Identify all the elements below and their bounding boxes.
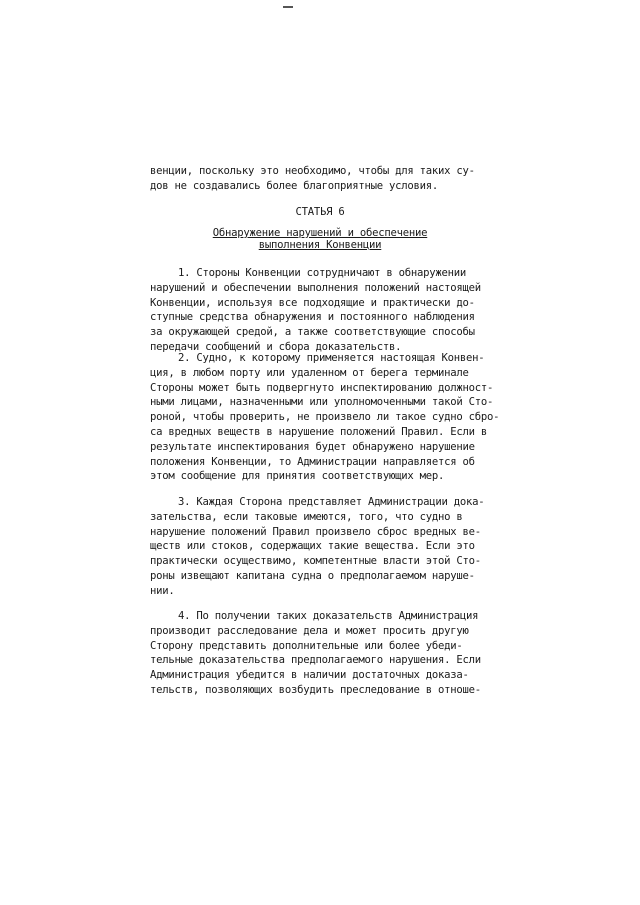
text-line: дов не создавались более благоприятные условия.	[150, 179, 439, 192]
text-line: нарушение положений Правил произвело сброс вредных ве-	[150, 525, 481, 538]
subtitle-line: Обнаружение нарушений и обеспечение	[212, 227, 428, 239]
text-line: Сторону представить дополнительные или более убеди-	[150, 639, 463, 652]
text-line: за окружающей средой, а также соответствующие способы	[150, 326, 475, 339]
text-line: тельств, позволяющих возбудить преследование в отноше-	[150, 683, 481, 696]
text-line: зательства, если таковые имеются, того, что судно в	[150, 510, 463, 523]
text-line: роны извещают капитана судна о предполагаемом наруше-	[150, 569, 475, 582]
text-line: 4. По получении таких доказательств Администрация	[178, 610, 479, 622]
text-line: 1. Стороны Конвенции сотрудничают в обнаружении	[178, 267, 467, 279]
text-line: Конвенции, используя все подходящие и практически до-	[150, 296, 475, 309]
text-line: результате инспектирования будет обнаружено нарушение	[150, 440, 475, 453]
paragraph-4	[150, 609, 490, 698]
text-line: 3. Каждая Сторона представляет Администрации дока-	[178, 496, 485, 508]
paragraph-2	[150, 351, 500, 484]
text-line: Администрация убедится в наличии достаточных доказа-	[150, 669, 469, 682]
text-line: ступные средства обнаружения и постоянного наблюдения	[150, 311, 475, 324]
article-title: СТАТЬЯ 6	[295, 206, 345, 218]
top-dash-mark	[283, 6, 293, 8]
subtitle-line: выполнения Конвенции	[258, 238, 382, 251]
article-subtitle	[150, 228, 490, 251]
text-line: практически осуществимо, компетентные власти этой Сто-	[150, 555, 481, 568]
text-line: роной, чтобы проверить, не произвело ли такое судно сбро-	[150, 411, 500, 424]
text-line: венции, поскольку это необходимо, чтобы для таких су-	[150, 165, 475, 177]
text-line: производит расследование дела и может просить другую	[150, 624, 469, 637]
text-line: этом сообщение для принятия соответствующих мер.	[150, 470, 445, 483]
text-line: нии.	[150, 584, 175, 597]
text-line: ными лицами, назначенными или уполномоченными такой Сто-	[150, 396, 494, 409]
text-line: положения Конвенции, то Администрации направляется об	[150, 455, 475, 468]
text-line: са вредных веществ в нарушение положений Правил. Если в	[150, 425, 488, 438]
paragraph-1	[150, 266, 490, 355]
text-line: Стороны может быть подвергнуто инспектированию должност-	[150, 381, 494, 394]
text-line: нарушений и обеспечении выполнения положений настоящей	[150, 281, 481, 294]
text-line: ществ или стоков, содержащих такие вещества. Если это	[150, 540, 475, 553]
intro-text	[150, 164, 490, 194]
text-line: тельные доказательства предполагаемого нарушения. Если	[150, 654, 481, 667]
text-line: ция, в любом порту или удаленном от берега терминале	[150, 366, 469, 379]
text-line: 2. Судно, к которому применяется настоящая Конвен-	[178, 352, 485, 364]
paragraph-3	[150, 495, 490, 599]
text-line: передачи сообщений и сбора доказательств.	[150, 340, 402, 353]
